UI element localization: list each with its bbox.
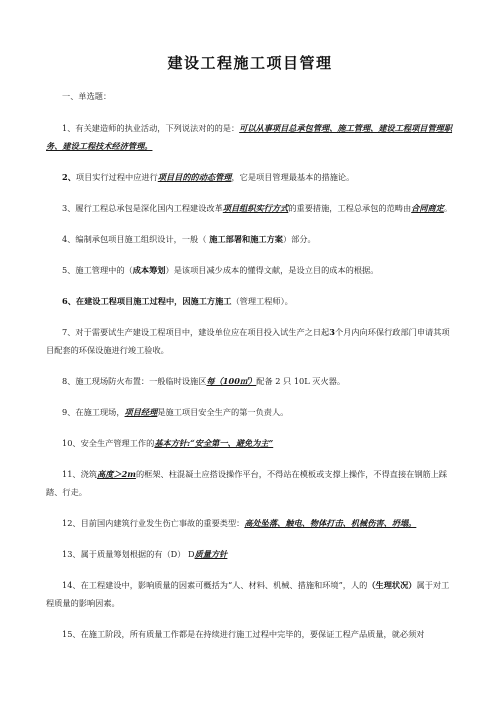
section-heading: 一、单选题： — [62, 91, 112, 101]
answer: 项目经理 — [124, 407, 158, 417]
question-9: 9、在施工现场，项目经理是施工项目安全生产的第一负责人。 — [62, 407, 289, 417]
question-7: 7、对于需要试生产建设工程项目中，建设单位应在项目投入试生产之日起3个月内向环保行政部门申请其项目配套的环保设施进行竣工验收。 — [46, 327, 450, 355]
question-12: 12、目前国内建筑行业发生伤亡事故的重要类型：高处坠落、触电、物体打击、机械伤害、坍塌。 — [62, 518, 417, 528]
answer: 项目目的的动态管理 — [157, 172, 232, 182]
answer: 每（100㎡） — [206, 376, 257, 386]
question-4: 4、编制承包项目施工组织设计，一般（ 施工部署和施工方案）部分。 — [62, 234, 316, 244]
question-8: 8、施工现场防火布置：一般临时设施区每（100㎡）配备 2 只 10L 灭火器。 — [62, 376, 346, 386]
document-title: 建设工程施工项目管理 — [167, 54, 333, 72]
question-2: 2、项目实行过程中应进行项目目的的动态管理，它是项目管理最基本的措施论。 — [62, 172, 355, 182]
question-1: 1、有关建造师的执业活动，下列说法对的的是：可以从事项目总承包管理、施工管理、建设工程项目管理职务、建设工程技术经济管理。 — [46, 123, 453, 151]
answer: 施工部署和施工方案 — [206, 234, 283, 244]
question-15: 15、在施工阶段，所有质量工作都是在持续进行施工过程中完毕的，要保证工程产品质量，就必须对 — [62, 629, 425, 639]
answer: 成本筹划 — [132, 265, 166, 275]
question-10: 10、安全生产管理工作的基本方针:“安全第一、避免为主” — [62, 438, 274, 448]
answer: 项目组织实行方式 — [222, 203, 289, 213]
question-13: 13、属于质量筹划根据的有（D） D质量方针 — [62, 549, 228, 559]
question-6: 6、在建设工程项目施工过程中，因施工方施工（管理工程师）。 — [62, 296, 293, 306]
answer: 可以从事项目总承包管理、施工管理、建设工程项目管理职务、建设工程技术经济管理。 — [46, 123, 453, 151]
answer: 基本方针:“安全第一、避免为主” — [154, 438, 274, 448]
answer: 合同商定 — [411, 203, 444, 213]
question-3: 3、履行工程总承包是深化国内工程建设改革项目组织实行方式的重要措施，工程总承包的范畴由合同商定。 — [62, 203, 453, 213]
question-14: 14、在工程建设中，影响质量的因素可概括为“人、材料、机械、措施和环境”，人的（生理状况）属于对工程质量的影响因素。 — [46, 580, 450, 608]
question-5: 5、施工管理中的（成本筹划）是该项目减少成本的懂得文献，是设立目的成本的根据。 — [62, 265, 379, 275]
question-11: 11、浇筑高度＞2m的框架、柱混凝土应搭设操作平台，不得站在模板或支撑上操作，不得直接在钢筋上踩踏、行走。 — [46, 469, 448, 497]
answer: 高度＞2m — [97, 469, 136, 479]
answer: 高处坠落、触电、物体打击、机械伤害、坍塌。 — [244, 518, 417, 528]
answer: 质量方针 — [194, 549, 228, 559]
